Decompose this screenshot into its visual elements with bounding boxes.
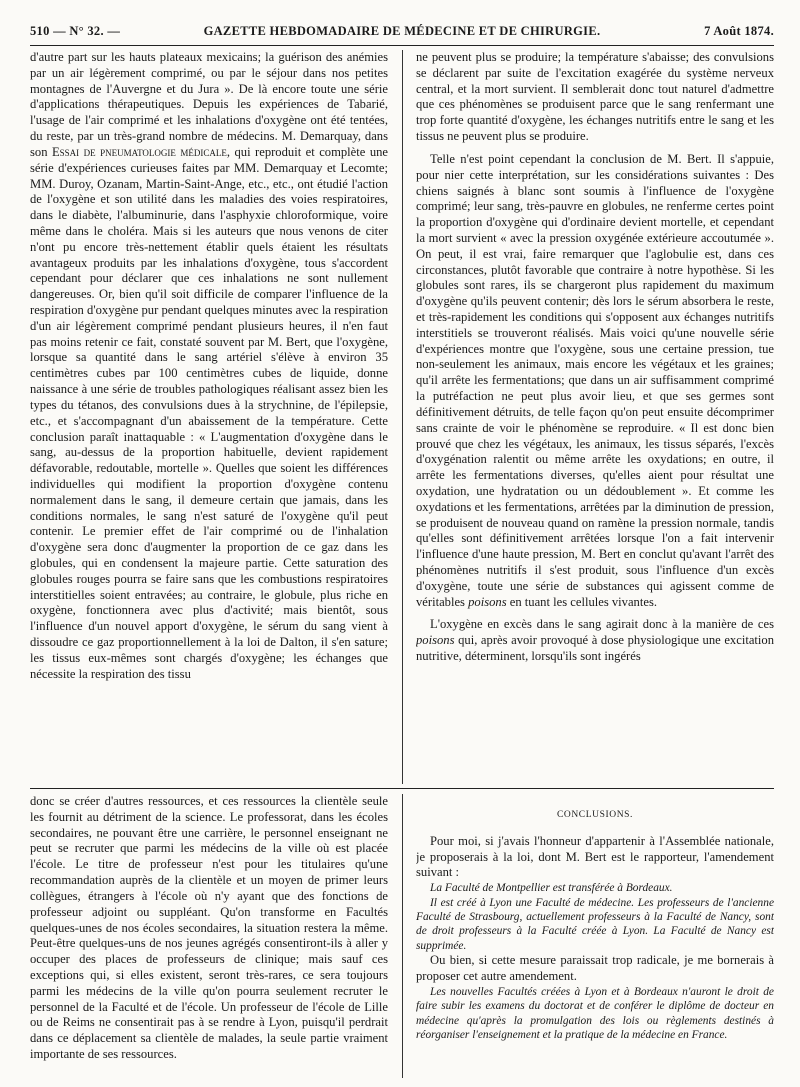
amendment-line-2: Il est créé à Lyon une Faculté de médecine. Les professeurs de l'ancienne Faculté de Strasbourg, actuellement professeurs à la Faculté de Nancy, sont de droit professeurs à la Faculté créée à Lyon. La Faculté de Nancy est supprimée.: [416, 896, 774, 952]
lower-left-paragraph: donc se créer d'autres ressources, et ces ressources la clientèle seule les fournit au détriment de la science. Le professorat, dans les écoles secondaires, ne pouvant être une carrière, le personnel enseignant ne peut se recruter que parmi les médecins de la ville où est placée l'école. Le titre de professeur n'est pour les titulaires qu'une recommandation auprès de la clientèle et un moyen de primer leurs collègues, étrangers à l'école où n'y ayant que des fonctions de professeur adjoint ou suppléant. Qu'on transforme en Facultés quelques-unes de nos écoles secondaires, la situation restera la même. Peut-être quelques-uns de nos jeunes agrégés consentiront-ils à aller y occuper des places de professeurs de clinique; mais sauf ces exceptions qui, si elles existent, seront très-rares, ce sera toujours parmi les médecins de la ville qu'on pourra seulement recruter le personnel de la Faculté et de l'école. Un professeur de l'école de Lille ou de Reims ne consentirait pas à se rendre à Lyon, puisqu'il perdrait dans ce déplacement sa clientèle de malades, la seule partie vraiment importante de ses ressources.: [30, 794, 388, 1061]
upper-right-column: [416, 50, 774, 785]
upper-column-divider: [402, 50, 403, 784]
upper-right-paragraph-1: ne peuvent plus se produire; la température s'abaisse; des convulsions se déclarent par suite de l'excitation exagérée du système nerveux central, et la mort survient. Il semblerait donc tout naturel d'admettre que ces phénomènes se produisent parce que le sang renfermant une trop forte quantité d'oxygène, les échanges nutritifs entre le sang et les tissus ne peuvent plus se produire.: [416, 50, 774, 144]
issue-number: — N° 32. —: [53, 24, 121, 38]
conclusions-heading: CONCLUSIONS.: [556, 810, 634, 820]
issue-date: 7 Août 1874.: [704, 24, 774, 38]
page-header: [30, 20, 774, 44]
upper-left-column: [30, 50, 388, 785]
upper-left-paragraph: d'autre part sur les hauts plateaux mexicains; la guérison des anémies par un air légèrement comprimé, ou par le séjour dans nos petites montagnes de l'Auvergne et du Jura ». De là encore toute une série d'applications thérapeutiques. Depuis les expériences de Tabarié, l'usage de l'air comprimé et les inhalations d'oxygène ont été tentées, du reste, par un très-grand nombre de médecins. M. Demarquay, dans son Essai de pneumatologie médicale, qui reproduit et complète une série d'expériences curieuses faites par MM. Demarquay et Lecomte; MM. Duroy, Ozanam, Martin-Saint-Ange, etc., etc., ont étudié l'action de l'oxygène et son utilité dans les maladies des voies respiratoires, dans le diabète, l'albuminurie, dans l'asphyxie chloroformique, voire même dans le choléra. Mais si les auteurs que nous venons de citer n'ont pu encore très-nettement établir quels étaient les résultats avantageux produits par les inhalations d'oxygène, tous s'accordent cependant pour déclarer que ces inhalations ne sont nullement dangereuses. Or, bien qu'il soit difficile de comparer l'influence de la respiration d'oxygène pur pendant quelques minutes avec la respiration d'un air légèrement comprimé pendant plusieurs heures, il n'en faut pas moins retenir ce fait, constaté souvent par M. Bert, que l'oxygène, lorsque sa quantité dans le sang artériel s'élève à environ 35 centimètres cubes par 100 centimètres cubes de liquide, donne naissance à une série de troubles pathologiques réalisant assez bien les types du tétanos, des convulsions dues à la strychnine, de l'épilepsie, etc., et s'accompagnant d'un abaissement de la température. Cette conclusion paraît inattaquable : « L'augmentation d'oxygène dans le sang, au-dessus de la proportion habituelle, devient rapidement défavorable, redoutable, mortelle ». Quelles que soient les différences individuelles qui modifient la proportion d'oxygène contenu normalement dans le sang, il demeure certain que jamais, dans les conditions normales, le sang n'est saturé de l'oxygène qu'il peut contenir. Le premier effet de l'air comprimé ou de l'inhalation d'oxygène sera donc d'augmenter la proportion de ce gaz dans les globules, qui en condensent la majeure partie. Cette saturation des globules rouges pourra se faire sans que les combustions respiratoires interstitielles soient entravées; au contraire, le globule, plus riche en oxygène, fonctionnera avec plus d'activité; mais bientôt, sous l'influence d'un nouvel apport d'oxygène, le sérum du sang vient à dissoudre ce gaz proportionnellement à la loi de Dalton, il s'en sature; les tissus eux-mêmes sont chargés d'oxygène; les échanges que nécessite la respiration des tissu: [30, 50, 388, 681]
newspaper-page: [30, 20, 774, 1080]
page-number: 510: [30, 24, 50, 38]
journal-title: GAZETTE HEBDOMADAIRE DE MÉDECINE ET DE CHIRURGIE.: [203, 24, 601, 38]
book-title: Essai de pneumatologie médicale: [51, 144, 227, 159]
upper-right-paragraph-3: L'oxygène en excès dans le sang agirait donc à la manière de ces poisons qui, après avoir provoqué à dose physiologique une excitation nutritive, déterminent, lorsqu'ils sont ingérés: [416, 617, 774, 664]
lower-column-divider: [402, 794, 403, 1078]
lower-left-column: [30, 794, 388, 1079]
lower-right-column: [416, 794, 774, 1079]
conclusions-paragraph-1: Pour moi, si j'avais l'honneur d'appartenir à l'Assemblée nationale, je proposerais à la loi, dont M. Bert est le rapporteur, l'amendement suivant :: [416, 833, 774, 880]
header-rule: [30, 45, 774, 46]
upper-right-paragraph-2: Telle n'est point cependant la conclusion de M. Bert. Il s'appuie, pour nier cette interprétation, sur les considérations suivantes : Des chiens saignés à blanc sont soumis à l'influence de l'oxygène comprimé; leur sang, très-pauvre en globules, ne renferme certes point la proportion d'oxygène qui d'ordinaire devient mortelle, et cependant la mort survient « avec la pression oxygénée extérieure accoutumée ». On peut, il est vrai, faire remarquer que l'aglobulie est, dans ces circonstances, plutôt favorable que contraire à notre hypothèse. Si les globules sont rares, ils se chargeront plus rapidement du maximum d'oxygène qu'ils peuvent contenir; dès lors le sérum absorbera le reste, et très-rapidement les conditions qui s'opposent aux échanges nutritifs interstitiels se trouveront réalisés. Mais voici qu'une nouvelle série d'expériences montre que l'oxygène, sous une certaine pression, tue non-seulement les animaux, mais encore les végétaux et les graines; qu'il arrête les fermentations; que dans un air suffisamment comprimé la putréfaction ne peut plus avoir lieu, et que ses germes sont définitivement détruits, de telle façon qu'on peut ensuite décomprimer sans crainte de voir le phénomène se reproduire. « Il est donc bien prouvé que chez les végétaux, les animaux, les tissus séparés, l'excès d'oxygénation ralentit ou même arrête les oxydations; en outre, il arrête les fermentations diverses, qu'elles aient pour résultat une oxydation, une hydratation ou un dédoublement ». Et comme les oxydations et les fermentations, arrêtées par la diminution de pression, se produisent de nouveau quand on ramène la pression normale, tandis qu'elles sont définitivement arrêtées lorsque l'on a fait intervenir l'influence d'une haute pression, M. Bert en conclut qu'avant l'arrêt des phénomènes nutritifs il s'est produit, sous l'influence d'un excès d'oxygène, toute une série de substances qui agissent comme de véritables poisons en tuant les cellules vivantes.: [416, 151, 774, 609]
amendment-line-3: Les nouvelles Facultés créées à Lyon et à Bordeaux n'auront le droit de faire subir les examens du doctorat et de conférer le diplôme de docteur en médecine qu'après la promulgation des lois ou règlements destinés à réorganiser l'enseignement et la pratique de la médecine en France.: [416, 985, 774, 1042]
amendment-line-1: La Faculté de Montpellier est transférée à Bordeaux.: [430, 882, 673, 895]
conclusions-paragraph-2: Ou bien, si cette mesure paraissait trop radicale, je me bornerais à proposer cet autre amendement.: [416, 953, 774, 984]
section-rule: [30, 788, 774, 789]
